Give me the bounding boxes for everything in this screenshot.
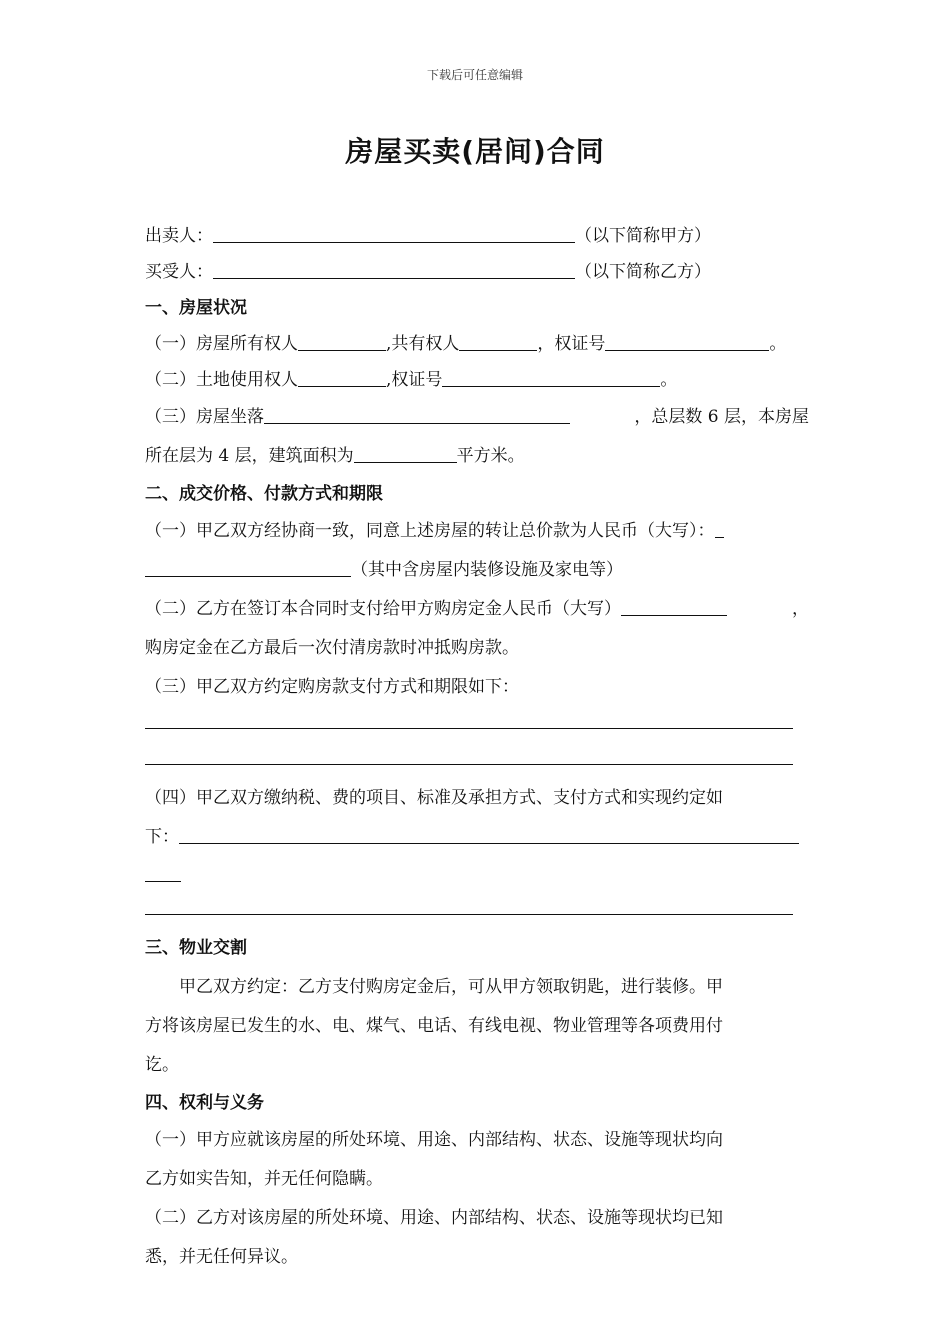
tax-terms-blank[interactable] — [145, 893, 809, 929]
tax-blank[interactable] — [179, 821, 799, 844]
section3-para-line3: 讫。 — [145, 1055, 179, 1075]
co-owner-blank[interactable] — [459, 328, 537, 351]
land-certificate-label: ,权证号 — [386, 370, 443, 390]
certificate-label: ，权证号 — [537, 334, 606, 354]
section2-heading: 二、成交价格、付款方式和期限 — [145, 484, 383, 504]
land-user-blank[interactable] — [298, 364, 386, 387]
buyer-line — [145, 254, 809, 290]
section2-item1-line2 — [145, 551, 809, 590]
total-price-blank-start[interactable] — [715, 515, 724, 538]
tax-blank-continued[interactable] — [145, 859, 181, 882]
owner-blank[interactable] — [298, 328, 386, 351]
seller-line — [145, 218, 809, 254]
seller-label: 出卖人： — [145, 226, 213, 246]
section1-item2 — [145, 362, 809, 398]
floors-text: ，总层数 6 层，本房屋 — [634, 407, 809, 427]
section3-para-line2: 方将该房屋已发生的水、电、煤气、电话、有线电视、物业管理等各项费用付 — [145, 1016, 723, 1036]
area-unit: 平方米。 — [456, 446, 525, 466]
tax-label: 下： — [145, 827, 179, 847]
section3-para-line1: 甲乙双方约定：乙方支付购房定金后，可从甲方领取钥匙，进行装修。甲 — [179, 977, 723, 997]
land-certificate-blank[interactable] — [442, 364, 660, 387]
section1-item3-line1 — [145, 398, 809, 437]
section1-heading: 一、房屋状况 — [145, 298, 247, 318]
section1-item3-line2 — [145, 437, 809, 476]
payment-terms-blank-1[interactable] — [145, 707, 809, 743]
section4-item2-line1: （二）乙方对该房屋的所处环境、用途、内部结构、状态、设施等现状均已知 — [145, 1208, 723, 1228]
location-label: （三）房屋坐落 — [145, 407, 264, 427]
section4-item1-line1: （一）甲方应就该房屋的所处环境、用途、内部结构、状态、设施等现状均向 — [145, 1130, 723, 1150]
area-blank[interactable] — [354, 440, 457, 463]
section4-item1-line2: 乙方如实告知，并无任何隐瞒。 — [145, 1169, 383, 1189]
payment-terms-blank-2[interactable] — [145, 743, 809, 779]
seller-blank[interactable] — [213, 220, 575, 243]
deposit-label: （二）乙方在签订本合同时支付给甲方购房定金人民币（大写） — [145, 599, 621, 619]
section3-heading: 三、物业交割 — [145, 938, 247, 958]
section2-item1-line1 — [145, 512, 809, 551]
contract-body — [145, 218, 809, 1277]
section2-item3: （三）甲乙双方约定购房款支付方式和期限如下： — [145, 677, 519, 697]
deposit-blank[interactable] — [621, 593, 727, 616]
buyer-suffix: （以下简称乙方） — [575, 262, 711, 282]
document-title: 房屋买卖(居间)合同 — [345, 135, 605, 168]
period: 。 — [769, 334, 787, 354]
land-user-label: （二）土地使用权人 — [145, 370, 298, 390]
total-price-blank[interactable] — [145, 554, 351, 577]
comma: ， — [792, 599, 809, 619]
section2-item2-line1 — [145, 590, 809, 629]
period: 。 — [660, 370, 678, 390]
section2-item4-line3 — [145, 857, 809, 893]
buyer-blank[interactable] — [213, 256, 575, 279]
seller-suffix: （以下简称甲方） — [575, 226, 711, 246]
section4-item2-line2: 悉，并无任何异议。 — [145, 1247, 298, 1267]
total-price-note: （其中含房屋内装修设施及家电等） — [351, 560, 623, 580]
owner-label: （一）房屋所有权人 — [145, 334, 298, 354]
certificate-blank[interactable] — [605, 328, 769, 351]
co-owner-label: ,共有权人 — [386, 334, 460, 354]
total-price-label: （一）甲乙双方经协商一致，同意上述房屋的转让总价款为人民币（大写）： — [145, 521, 715, 541]
section1-item1 — [145, 326, 809, 362]
section2-item4-line1: （四）甲乙双方缴纳税、费的项目、标准及承担方式、支付方式和实现约定如 — [145, 788, 723, 808]
location-blank[interactable] — [264, 401, 570, 424]
area-label: 所在层为 4 层，建筑面积为 — [145, 446, 354, 466]
page-header-note: 下载后可任意编辑 — [426, 68, 523, 82]
section2-item4-line2 — [145, 818, 809, 857]
section2-item2-line2: 购房定金在乙方最后一次付清房款时冲抵购房款。 — [145, 638, 519, 658]
section4-heading: 四、权利与义务 — [145, 1093, 264, 1113]
buyer-label: 买受人： — [145, 262, 213, 282]
